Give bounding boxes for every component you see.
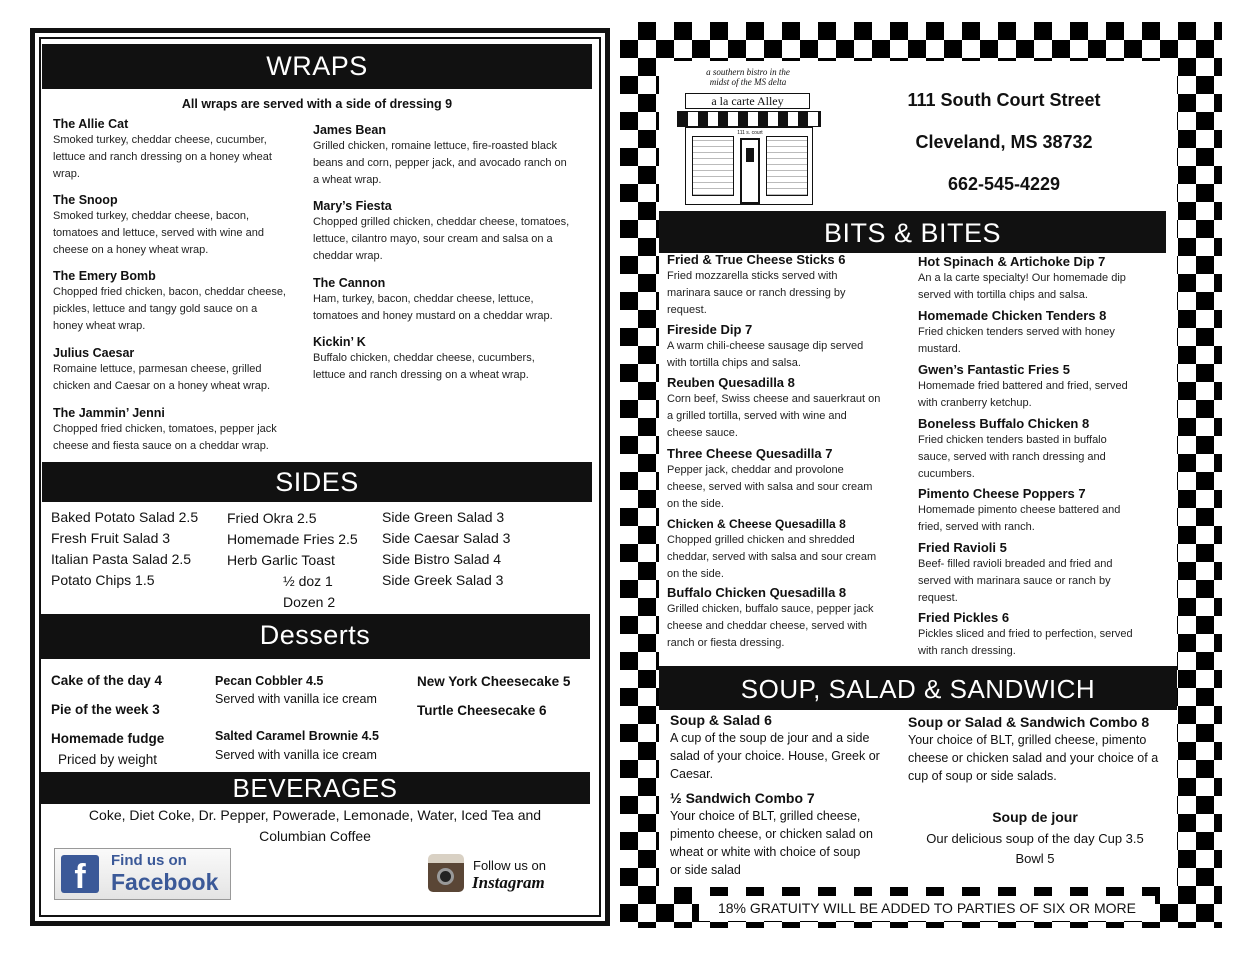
address-phone: 662-545-4229 xyxy=(947,174,1061,194)
side-item: Herb Garlic Toast xyxy=(227,552,335,568)
wrap-item xyxy=(53,268,286,335)
wrap-name: James Bean xyxy=(313,123,386,137)
bits-desc: Homemade pimento cheese battered and fried, served with ranch. xyxy=(918,504,1121,533)
dessert-item: Salted Caramel Brownie 4.5 xyxy=(215,729,379,743)
side-item: Dozen 2 xyxy=(283,594,336,610)
bits-name: Pimento Cheese Poppers 7 xyxy=(918,486,1086,501)
instagram-button[interactable] xyxy=(428,852,568,898)
facebook-line1: Find us on xyxy=(111,852,187,869)
side-item: Homemade Fries 2.5 xyxy=(227,531,358,547)
bits-desc: Homemade fried battered and fried, served with cranberry ketchup. xyxy=(918,380,1128,409)
side-item: Side Caesar Salad 3 xyxy=(382,530,511,546)
bits-desc: Fried mozzarella sticks served with marinara sauce or ranch dressing by request. xyxy=(667,270,846,316)
beverages-text xyxy=(40,805,590,847)
sides-col2 xyxy=(227,508,387,613)
awning xyxy=(677,111,821,127)
side-item: Italian Pasta Salad 2.5 xyxy=(51,551,192,567)
wrap-item xyxy=(53,345,270,395)
wrap-name: Kickin’ K xyxy=(313,335,366,349)
soup-name: Soup de jour xyxy=(992,809,1078,825)
logo-door-sign: 111 s. court xyxy=(737,130,763,136)
wrap-name: The Cannon xyxy=(313,276,386,290)
wrap-name: The Snoop xyxy=(53,193,118,207)
wrap-name: Julius Caesar xyxy=(53,346,135,360)
wrap-name: Mary’s Fiesta xyxy=(313,199,392,213)
soup-name: ½ Sandwich Combo 7 xyxy=(670,790,815,806)
wrap-item xyxy=(53,192,264,259)
logo-tagline: midst of the MS delta xyxy=(709,77,787,87)
side-item: Fresh Fruit Salad 3 xyxy=(51,530,171,546)
bits-item xyxy=(667,585,873,652)
instagram-line1: Follow us on xyxy=(473,858,546,873)
bits-desc: Pickles sliced and fried to perfection, served with ranch dressing. xyxy=(918,628,1133,657)
instagram-icon xyxy=(428,854,464,892)
dessert-item: Pie of the week 3 xyxy=(51,702,160,717)
instagram-line2: Instagram xyxy=(472,873,545,892)
beverages-line: Columbian Coffee xyxy=(259,828,371,844)
soup-name: Soup or Salad & Sandwich Combo 8 xyxy=(908,714,1150,730)
wrap-desc: Buffalo chicken, cheddar cheese, cucumbers, lettuce and ranch dressing on a wheat wrap. xyxy=(313,352,535,381)
sides-col3 xyxy=(382,507,562,591)
beverages-header: BEVERAGES xyxy=(40,772,590,804)
bits-name: Fried Pickles 6 xyxy=(918,610,1010,625)
bits-item xyxy=(667,252,846,319)
side-item: ½ doz 1 xyxy=(283,573,333,589)
bits-name: Fried & True Cheese Sticks 6 xyxy=(667,252,846,267)
sides-col1 xyxy=(51,507,231,591)
side-item: Baked Potato Salad 2.5 xyxy=(51,509,199,525)
wrap-item xyxy=(313,334,535,384)
bits-name: Fried Ravioli 5 xyxy=(918,540,1007,555)
wrap-desc: Smoked turkey, cheddar cheese, cucumber, lettuce and ranch dressing on a honey wheat wrap. xyxy=(53,134,272,180)
bits-desc: Grilled chicken, buffalo sauce, pepper jack cheese and cheddar cheese, served with ranch or fiesta dressing. xyxy=(667,603,874,649)
dessert-item: Turtle Cheesecake 6 xyxy=(417,703,547,718)
dessert-note: Priced by weight xyxy=(58,752,158,767)
soup-desc: Your choice of BLT, grilled cheese, pimento cheese, or chicken salad on wheat or white with choice of soup or side salad xyxy=(670,809,873,877)
bits-item xyxy=(918,486,1120,536)
gratuity-notice: 18% GRATUITY WILL BE ADDED TO PARTIES OF SIX OR MORE xyxy=(699,896,1155,921)
bits-name: Fireside Dip 7 xyxy=(667,322,753,337)
bits-name: Chicken & Cheese Quesadilla 8 xyxy=(667,517,846,531)
half-sandwich-item xyxy=(670,790,900,879)
bits-item xyxy=(918,416,1107,483)
bits-name: Buffalo Chicken Quesadilla 8 xyxy=(667,585,847,600)
wrap-name: The Allie Cat xyxy=(53,117,129,131)
wrap-desc: Romaine lettuce, parmesan cheese, grilled chicken and Caesar on a honey wheat wrap. xyxy=(53,363,271,392)
dessert-note: Served with vanilla ice cream xyxy=(215,748,377,762)
storefront-logo xyxy=(677,67,821,207)
wrap-desc: Ham, turkey, bacon, cheddar cheese, lettuce, tomatoes and honey mustard on a cheddar wrap. xyxy=(313,293,553,322)
beverages-line: Coke, Diet Coke, Dr. Pepper, Powerade, Lemonade, Water, Iced Tea and xyxy=(88,807,542,823)
wrap-desc: Chopped fried chicken, tomatoes, pepper jack cheese and fiesta sauce on a cheddar wrap. xyxy=(53,423,277,452)
dessert-note: Served with vanilla ice cream xyxy=(215,692,377,706)
bits-desc: An a la carte specialty! Our homemade dip served with tortilla chips and salsa. xyxy=(918,272,1126,301)
bits-desc: Beef- filled ravioli breaded and fried and served with marinara sauce or ranch by request. xyxy=(918,558,1113,604)
soup-desc: Your choice of BLT, grilled cheese, pimento cheese or chicken salad and your choice of a cup of soup or side salads. xyxy=(908,733,1159,783)
address-street: 111 South Court Street xyxy=(907,90,1101,110)
side-item: Side Bistro Salad 4 xyxy=(382,551,502,567)
bits-name: Homemade Chicken Tenders 8 xyxy=(918,308,1107,323)
address-block xyxy=(845,90,1163,195)
dessert-item: Homemade fudge xyxy=(51,731,165,746)
wraps-header: WRAPS xyxy=(42,44,592,89)
side-item: Side Greek Salad 3 xyxy=(382,572,504,588)
bits-desc: Fried chicken tenders basted in buffalo sauce, served with ranch dressing and cucumbers. xyxy=(918,434,1107,480)
bits-desc: A warm chili-cheese sausage dip served with tortilla chips and salsa. xyxy=(667,340,864,369)
wrap-item xyxy=(53,116,272,183)
bits-name: Three Cheese Quesadilla 7 xyxy=(667,446,833,461)
bits-item xyxy=(918,362,1128,412)
bits-desc: Fried chicken tenders served with honey mustard. xyxy=(918,326,1115,355)
bits-item xyxy=(667,516,876,583)
dessert-item: New York Cheesecake 5 xyxy=(417,674,571,689)
logo-tagline: a southern bistro in the xyxy=(706,67,790,77)
storefront xyxy=(685,127,813,205)
dessert-item: Cake of the day 4 xyxy=(51,673,163,688)
bits-name: Gwen’s Fantastic Fries 5 xyxy=(918,362,1070,377)
side-item: Fried Okra 2.5 xyxy=(227,510,317,526)
wrap-name: The Emery Bomb xyxy=(53,269,156,283)
bits-desc: Chopped grilled chicken and shredded cheddar, served with salsa and sour cream on the side. xyxy=(667,534,877,580)
soup-header: SOUP, SALAD & SANDWICH xyxy=(659,666,1177,710)
wrap-desc: Chopped fried chicken, bacon, cheddar cheese, pickles, lettuce and tangy gold sauce on a honey wheat wrap. xyxy=(53,286,286,332)
soup-de-jour xyxy=(900,808,1170,869)
side-item: Side Green Salad 3 xyxy=(382,509,505,525)
bits-item xyxy=(918,540,1112,607)
wrap-item xyxy=(313,275,553,325)
facebook-icon: f xyxy=(61,855,99,893)
soup-salad-item xyxy=(670,712,900,783)
facebook-button[interactable] xyxy=(54,848,231,900)
combo-item xyxy=(908,714,1173,785)
facebook-line2: Facebook xyxy=(111,869,219,895)
wrap-desc: Grilled chicken, romaine lettuce, fire-roasted black beans and corn, pepper jack, and avocado ranch on a wheat wrap. xyxy=(313,140,567,186)
bits-item xyxy=(667,446,872,513)
bits-item xyxy=(918,610,1133,660)
bits-item xyxy=(667,322,863,372)
wrap-name: The Jammin’ Jenni xyxy=(53,406,165,420)
bits-desc: Pepper jack, cheddar and provolone cheese, served with salsa and sour cream on the side. xyxy=(667,464,873,510)
wrap-desc: Chopped grilled chicken, cheddar cheese, tomatoes, lettuce, cilantro mayo, sour cream and salsa on a cheddar wrap. xyxy=(313,216,570,262)
bits-header: BITS & BITES xyxy=(659,211,1166,253)
logo-name: a la carte Alley xyxy=(685,93,810,109)
dessert-item: Pecan Cobbler 4.5 xyxy=(215,674,324,688)
wrap-item xyxy=(53,405,277,455)
bits-name: Reuben Quesadilla 8 xyxy=(667,375,795,390)
bits-name: Hot Spinach & Artichoke Dip 7 xyxy=(918,254,1106,269)
desserts-header: Desserts xyxy=(40,614,590,659)
soup-name: Soup & Salad 6 xyxy=(670,712,772,728)
bits-desc: Corn beef, Swiss cheese and sauerkraut on a grilled tortilla, served with wine and cheese sauce. xyxy=(667,393,881,439)
side-item: Potato Chips 1.5 xyxy=(51,572,155,588)
bits-name: Boneless Buffalo Chicken 8 xyxy=(918,416,1090,431)
wrap-item xyxy=(313,122,567,189)
bits-item xyxy=(918,308,1115,358)
soup-desc: Our delicious soup of the day Cup 3.5 Bowl 5 xyxy=(926,831,1144,866)
address-city: Cleveland, MS 38732 xyxy=(915,132,1093,152)
bits-item xyxy=(918,254,1126,304)
wrap-item xyxy=(313,198,569,265)
soup-desc: A cup of the soup de jour and a side salad of your choice. House, Greek or Caesar. xyxy=(670,731,880,781)
sides-header: SIDES xyxy=(42,462,592,502)
wrap-desc: Smoked turkey, cheddar cheese, bacon, tomatoes and lettuce, served with wine and cheese on a honey wheat wrap. xyxy=(53,210,264,256)
bits-item xyxy=(667,375,880,442)
wraps-note: All wraps are served with a side of dressing 9 xyxy=(181,97,453,111)
